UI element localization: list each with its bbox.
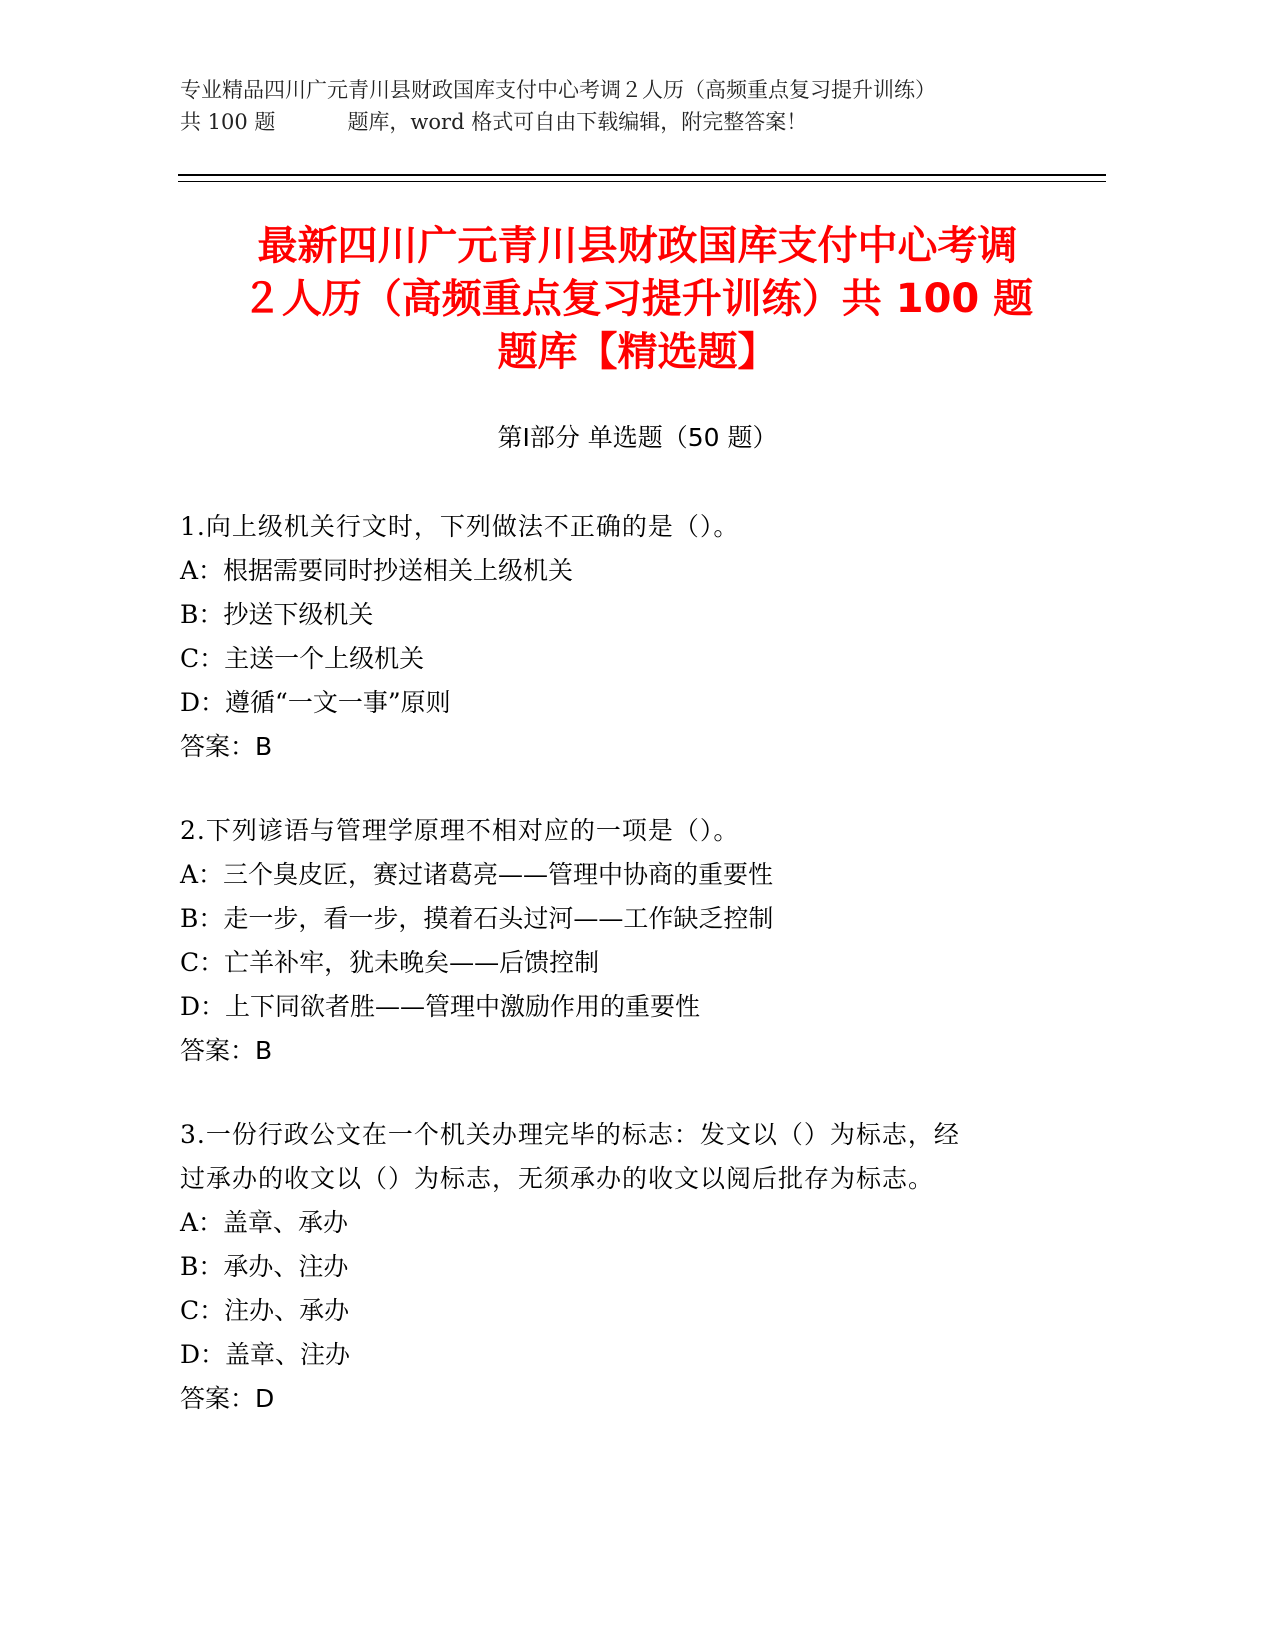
option-c: C：亡羊补牢，犹未晚矣——后馈控制 — [180, 948, 600, 977]
option-d: D：盖章、注办 — [180, 1340, 351, 1369]
question-stem-line-2: 过承办的收文以（）为标志，无须承办的收文以阅后批存为标志。 — [180, 1164, 935, 1193]
option-b: B：走一步，看一步，摸着石头过河——工作缺乏控制 — [180, 904, 774, 933]
question-1 — [180, 505, 1030, 769]
option-b: B：承办、注办 — [180, 1252, 349, 1281]
title-line-2: ２人历（高频重点复习提升训练）共 100 题 — [241, 276, 1034, 322]
header-divider-thick — [178, 174, 1106, 176]
question-stem: 1.向上级机关行文时，下列做法不正确的是（）。 — [180, 512, 740, 541]
header-line-2 — [180, 106, 1100, 138]
header-description: 题库，word 格式可自由下载编辑，附完整答案！ — [347, 110, 808, 134]
answer: 答案：D — [180, 1384, 275, 1413]
question-3 — [180, 1113, 1030, 1421]
section-heading: 第Ⅰ部分 单选题（50 题） — [497, 423, 778, 452]
answer: 答案：B — [180, 732, 273, 761]
page-header — [180, 74, 1100, 138]
option-d: D：上下同欲者胜——管理中激励作用的重要性 — [180, 992, 701, 1021]
question-stem-line-1: 3.一份行政公文在一个机关办理完毕的标志：发文以（）为标志，经 — [180, 1120, 960, 1149]
option-a: A：盖章、承办 — [180, 1208, 349, 1237]
title-line-3: 题库【精选题】 — [497, 329, 778, 375]
option-d: D：遵循“一文一事”原则 — [180, 688, 451, 717]
question-list — [180, 505, 1030, 1461]
title-line-1: 最新四川广元青川县财政国库支付中心考调 — [257, 223, 1018, 269]
question-2 — [180, 809, 1030, 1073]
option-a: A：三个臭皮匠，赛过诸葛亮——管理中协商的重要性 — [180, 860, 774, 889]
option-a: A：根据需要同时抄送相关上级机关 — [180, 556, 574, 585]
option-c: C：主送一个上级机关 — [180, 644, 425, 673]
question-stem: 2.下列谚语与管理学原理不相对应的一项是（）。 — [180, 816, 740, 845]
header-divider-thin — [178, 181, 1106, 182]
option-b: B：抄送下级机关 — [180, 600, 374, 629]
document-title — [150, 220, 1125, 379]
header-line-1: 专业精品四川广元青川县财政国库支付中心考调２人历（高频重点复习提升训练） — [180, 78, 936, 102]
answer: 答案：B — [180, 1036, 273, 1065]
header-question-count: 共 100 题 — [180, 110, 276, 134]
option-c: C：注办、承办 — [180, 1296, 350, 1325]
